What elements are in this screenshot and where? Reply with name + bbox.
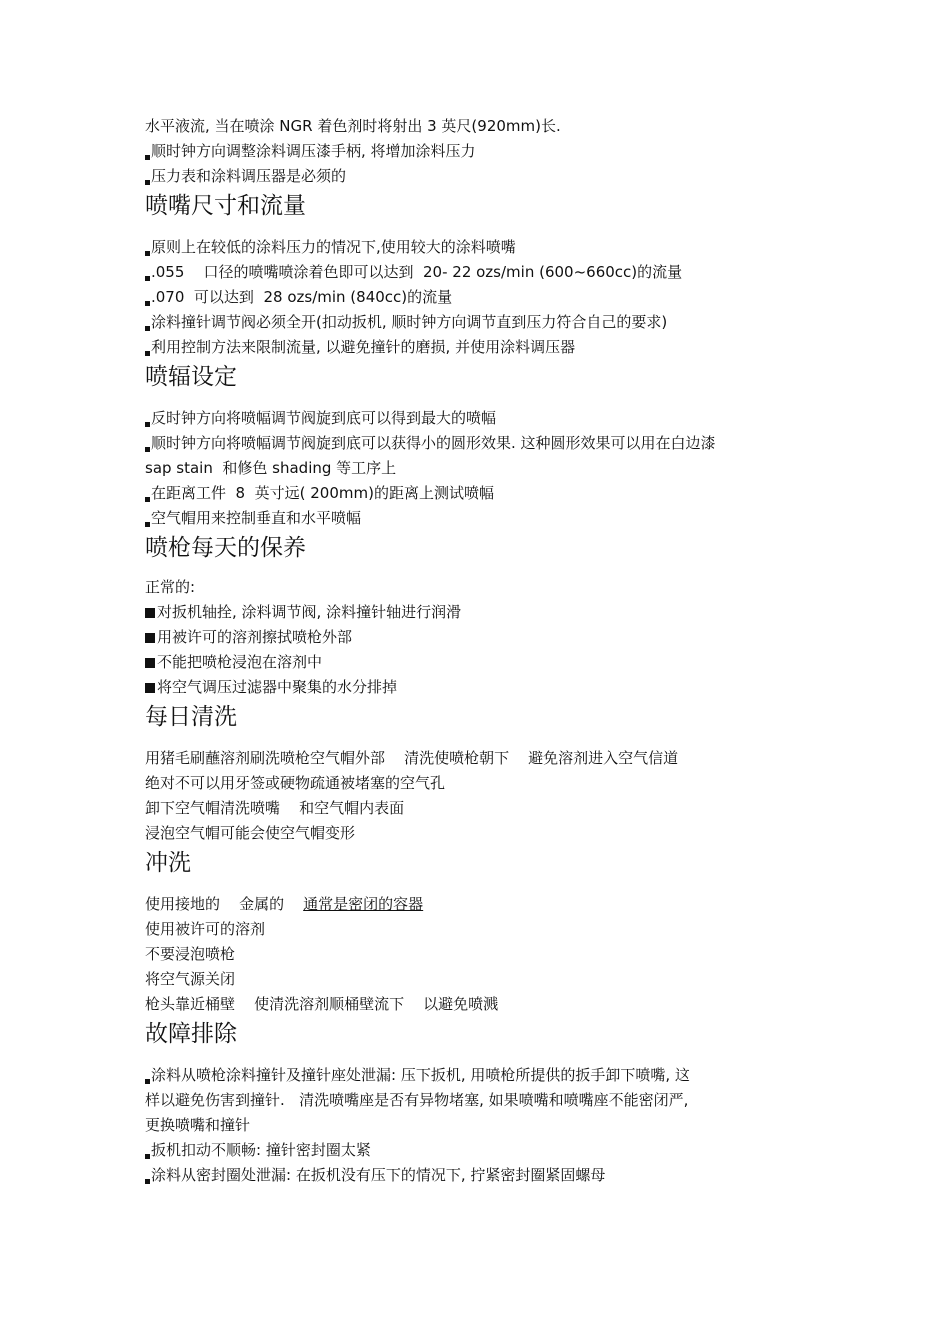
bullet-icon <box>145 447 150 452</box>
square-bullet-icon <box>145 658 155 668</box>
bullet-icon <box>145 251 150 256</box>
bullet-icon <box>145 422 150 427</box>
bullet-icon <box>145 1079 150 1084</box>
list-item: 不能把喷枪浸泡在溶剂中 <box>145 650 815 675</box>
bullet-icon <box>145 351 150 356</box>
bullet-icon <box>145 497 150 502</box>
list-item: 顺时钟方向将喷幅调节阀旋到底可以获得小的圆形效果. 这种圆形效果可以用在白边漆 <box>145 431 815 456</box>
list-item: 用猪毛刷蘸溶剂刷洗喷枪空气帽外部 清洗使喷枪朝下 避免溶剂进入空气信道 <box>145 749 679 767</box>
list-item: 反时钟方向将喷幅调节阀旋到底可以得到最大的喷幅 <box>145 406 815 431</box>
section-heading-troubleshooting: 故障排除 <box>145 1021 237 1047</box>
list-item: 涂料从喷枪涂料撞针及撞针座处泄漏: 压下扳机, 用喷枪所提供的扳手卸下喷嘴, 这 <box>145 1063 815 1088</box>
list-item: 原则上在较低的涂料压力的情况下,使用较大的涂料喷嘴 <box>145 235 815 260</box>
section-heading-maintenance: 喷枪每天的保养 <box>145 535 306 561</box>
bullet-icon <box>145 326 150 331</box>
list-item: 涂料从密封圈处泄漏: 在扳机没有压下的情况下, 拧紧密封圈紧固螺母 <box>145 1163 815 1188</box>
intro-bullet-line: 压力表和涂料调压器是必须的 <box>145 164 815 189</box>
list-item: 利用控制方法来限制流量, 以避免撞针的磨损, 并使用涂料调压器 <box>145 335 815 360</box>
list-item: 涂料撞针调节阀必须全开(扣动扳机, 顺时钟方向调节直到压力符合自己的要求) <box>145 310 815 335</box>
square-bullet-icon <box>145 608 155 618</box>
list-item: .055 口径的喷嘴喷涂着色即可以达到 20- 22 ozs/min (600~660cc)的流量 <box>145 260 815 285</box>
square-bullet-icon <box>145 633 155 643</box>
bullet-icon <box>145 1154 150 1159</box>
section-heading-flush: 冲洗 <box>145 850 191 876</box>
list-item: 卸下空气帽清洗喷嘴 和空气帽内表面 <box>145 799 405 817</box>
list-item: 将空气调压过滤器中聚集的水分排掉 <box>145 675 815 700</box>
list-item: 对扳机轴拴, 涂料调节阀, 涂料撞针轴进行润滑 <box>145 600 815 625</box>
list-item: 将空气源关闭 <box>145 970 236 988</box>
bullet-icon <box>145 301 150 306</box>
list-item: 扳机扣动不顺畅: 撞针密封圈太紧 <box>145 1138 815 1163</box>
square-bullet-icon <box>145 683 155 693</box>
document-page <box>145 114 815 1188</box>
list-item: .070 可以达到 28 ozs/min (840cc)的流量 <box>145 285 815 310</box>
bullet-icon <box>145 155 150 160</box>
list-item: 使用接地的 金属的 通常是密闭的容器 <box>145 895 424 913</box>
intro-bullet-line: 顺时钟方向调整涂料调压漆手柄, 将增加涂料压力 <box>145 139 815 164</box>
list-item-continuation: sap stain 和修色 shading 等工序上 <box>145 459 397 477</box>
section-heading-fan: 喷辐设定 <box>145 364 237 390</box>
list-item-continuation: 样以避免伤害到撞针. 清洗喷嘴座是否有异物堵塞, 如果喷嘴和喷嘴座不能密闭严, <box>145 1091 689 1109</box>
intro-line: 水平液流, 当在喷涂 NGR 着色剂时将射出 3 英尺(920mm)长. <box>145 117 561 135</box>
section-heading-nozzle: 喷嘴尺寸和流量 <box>145 193 306 219</box>
list-item: 绝对不可以用牙签或硬物疏通被堵塞的空气孔 <box>145 774 446 792</box>
bullet-icon <box>145 1179 150 1184</box>
underlined-text: 通常是密闭的容器 <box>303 895 424 913</box>
list-item: 在距离工件 8 英寸远( 200mm)的距离上测试喷幅 <box>145 481 815 506</box>
list-item-continuation: 更换喷嘴和撞针 <box>145 1116 251 1134</box>
section-heading-daily-clean: 每日清洗 <box>145 704 237 730</box>
list-item: 不要浸泡喷枪 <box>145 945 236 963</box>
bullet-icon <box>145 180 150 185</box>
list-item: 枪头靠近桶壁 使清洗溶剂顺桶壁流下 以避免喷溅 <box>145 995 499 1013</box>
list-item: 使用被许可的溶剂 <box>145 920 266 938</box>
subsection-label: 正常的: <box>145 578 196 596</box>
bullet-icon <box>145 276 150 281</box>
bullet-icon <box>145 522 150 527</box>
list-item: 用被许可的溶剂擦拭喷枪外部 <box>145 625 815 650</box>
list-item: 浸泡空气帽可能会使空气帽变形 <box>145 824 356 842</box>
list-item: 空气帽用来控制垂直和水平喷幅 <box>145 506 815 531</box>
